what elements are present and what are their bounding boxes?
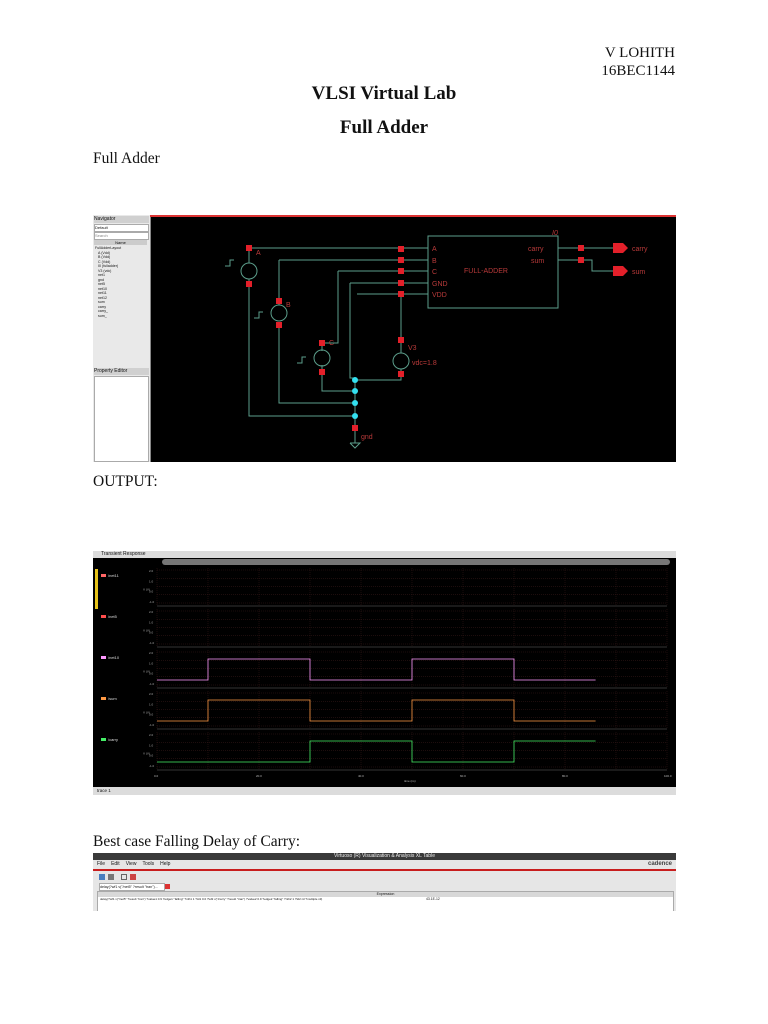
- canvas-top-border: [150, 215, 676, 217]
- y-tick-label: 1.0: [149, 702, 154, 707]
- navigator-item[interactable]: carry_: [98, 309, 108, 313]
- signal-color-swatch: [101, 697, 106, 700]
- signal-name: /sum: [108, 696, 117, 701]
- signal-name: /net10: [108, 655, 120, 660]
- property-editor-body: [94, 376, 149, 462]
- schematic-caption: Full Adder: [93, 150, 160, 167]
- output-label-sum: sum: [632, 269, 646, 276]
- schematic-screenshot: [93, 215, 676, 462]
- results-menu-bar: [97, 861, 597, 868]
- gnd-label: gnd: [361, 434, 373, 441]
- instance-label: I0: [552, 230, 558, 237]
- signal-row[interactable]: [101, 614, 117, 619]
- navigator-item[interactable]: carry: [98, 304, 106, 309]
- y-tick-label: 2.0: [149, 610, 154, 614]
- source-v3-symbol: [393, 353, 409, 369]
- waveform-screenshot: [93, 551, 676, 795]
- voltage-sources: [225, 260, 409, 448]
- y-tick-label: -1.0: [149, 600, 155, 604]
- menu-view[interactable]: View: [125, 861, 137, 867]
- signal-row[interactable]: [101, 696, 117, 701]
- x-tick-label: 40.0: [358, 774, 364, 778]
- menu-file[interactable]: File: [97, 861, 106, 867]
- y-tick-label: 0.0: [149, 753, 154, 758]
- schematic-canvas: [150, 215, 676, 462]
- schematic-labels: [256, 230, 648, 441]
- gnd-symbol: [350, 443, 360, 448]
- navigator-item[interactable]: B (Vdd): [98, 255, 111, 259]
- waveform-plot: [137, 565, 676, 787]
- pin-label-sum: sum: [531, 258, 545, 265]
- property-editor-title: Property Editor: [94, 368, 149, 375]
- selected-signal-marker: [95, 569, 98, 609]
- navigator-filter[interactable]: Default: [94, 224, 149, 232]
- results-column-header: Expression: [98, 892, 673, 897]
- navigator-item[interactable]: A (Vdd): [98, 250, 110, 255]
- source-label-a: A: [256, 250, 261, 257]
- signal-row[interactable]: [101, 655, 119, 660]
- menu-edit[interactable]: Edit: [111, 861, 120, 867]
- results-red-divider: [93, 869, 676, 871]
- source-c-symbol: [314, 350, 330, 366]
- table-icon[interactable]: [121, 874, 127, 880]
- roll-number: 16BEC1144: [601, 63, 675, 79]
- signal-name: /carry: [108, 737, 118, 742]
- y-tick-label: -1.0: [149, 682, 155, 686]
- signal-color-swatch: [101, 738, 106, 741]
- x-tick-label: 20.0: [256, 774, 262, 778]
- y-tick-label: -1.0: [149, 764, 155, 768]
- navigator-item[interactable]: net5: [98, 282, 105, 286]
- navigator-item[interactable]: C (Vdd): [98, 259, 111, 264]
- save-icon[interactable]: [99, 874, 105, 880]
- y-tick-label: 1.0: [149, 743, 154, 748]
- signal-row[interactable]: [101, 737, 118, 742]
- y-tick-label: 0.0: [149, 630, 154, 635]
- pulse-icon-b: [254, 312, 263, 318]
- block-name-label: FULL-ADDER: [464, 268, 508, 275]
- delay-value: 43.1E-12: [426, 897, 440, 901]
- navigator-item[interactable]: V3 (vdc): [98, 268, 112, 273]
- menu-tools[interactable]: Tools: [142, 861, 155, 867]
- x-tick-label: 80.0: [562, 774, 568, 778]
- y-tick-label: 2.0: [149, 692, 154, 696]
- y-tick-label: 1.0: [149, 579, 154, 584]
- navigator-item[interactable]: net12: [98, 295, 107, 300]
- cadence-logo: cadence: [647, 861, 672, 867]
- x-axis-label: time (ns): [404, 779, 416, 783]
- delay-expression: delay(?wf1 v("/net5" ?result "tran") ?value1 0.9 ?edge1 "falling" ?nth1 1 ?td1 0.0 ?wf2 v("/carry" ?result "tran") ?value2 0.9 ?edge2 "falling" ?nth2 1 ?td2 nil ?multiple nil): [100, 897, 323, 901]
- navigator-item[interactable]: I0 (fulladder): [98, 264, 119, 268]
- pulse-icon-a: [225, 260, 234, 266]
- y-tick-label: 1.0: [149, 661, 154, 666]
- pin-label-b: B: [432, 258, 437, 265]
- pin-label-c: C: [432, 269, 438, 276]
- y-tick-label: 2.0: [149, 733, 154, 737]
- results-window-title: Virtuoso (R) Visualization & Analysis XL Table: [93, 853, 676, 860]
- y-tick-label: -1.0: [149, 723, 155, 727]
- waveform-title: Transient Response: [93, 551, 676, 558]
- results-table: [97, 891, 674, 911]
- navigator-title: Navigator: [94, 216, 149, 223]
- y-tick-label: 2.0: [149, 651, 154, 655]
- y-axis-label: V (V): [143, 669, 150, 674]
- signal-color-swatch: [101, 615, 106, 618]
- y-tick-label: 0.0: [149, 712, 154, 717]
- navigator-item[interactable]: net11: [98, 291, 107, 295]
- y-axis-label: V (V): [143, 587, 150, 592]
- source-a-symbol: [241, 263, 257, 279]
- signal-color-swatch: [101, 574, 106, 577]
- pin-label-gnd: GND: [432, 281, 448, 288]
- signal-list: [93, 565, 137, 787]
- source-label-v3: V3: [408, 345, 417, 352]
- y-axis-label: V (V): [143, 628, 150, 633]
- x-tick-label: 100.0: [664, 774, 672, 778]
- y-tick-label: 0.0: [149, 589, 154, 594]
- y-tick-label: 2.0: [149, 569, 154, 573]
- x-tick-label: 60.0: [460, 774, 466, 778]
- output-label-carry: carry: [632, 246, 648, 253]
- signal-color-swatch: [101, 656, 106, 659]
- signal-name: /net5: [108, 614, 117, 619]
- source-b-symbol: [271, 305, 287, 321]
- navigator-item[interactable]: gnd: [98, 277, 104, 282]
- results-tab[interactable]: delay(?wf1 v("/net5" ?result "tran")...: [99, 883, 165, 891]
- navigator-panel: [93, 215, 151, 462]
- x-tick-label: 0.0: [154, 774, 159, 778]
- signal-row[interactable]: [101, 573, 119, 578]
- schematic-wires: [249, 236, 616, 443]
- y-axis-label: V (V): [143, 751, 150, 756]
- source-label-b: B: [286, 302, 291, 309]
- y-tick-label: 0.0: [149, 671, 154, 676]
- results-window: [93, 853, 676, 911]
- signal-name: /net11: [108, 573, 119, 578]
- navigator-item[interactable]: net10: [98, 286, 107, 291]
- close-tab-icon[interactable]: [165, 884, 170, 889]
- delete-icon[interactable]: [130, 874, 136, 880]
- print-icon[interactable]: [108, 874, 114, 880]
- navigator-item[interactable]: sum: [98, 300, 105, 304]
- navigator-item[interactable]: FullAdderLayout: [95, 246, 122, 250]
- output-caption: OUTPUT:: [93, 473, 158, 490]
- results-toolbar: [99, 873, 145, 881]
- page-subtitle: Full Adder: [339, 117, 429, 138]
- navigator-search[interactable]: Search: [94, 232, 149, 240]
- navigator-list: [95, 246, 147, 318]
- pin-label-vdd: VDD: [432, 292, 447, 299]
- pulse-icon-c: [297, 357, 306, 363]
- author-name: V LOHITH: [604, 45, 675, 61]
- navigator-item[interactable]: sum_: [98, 313, 107, 318]
- pin-label-a: A: [432, 246, 437, 253]
- source-label-c: C: [329, 340, 335, 347]
- waveform-status-bar: trace 1: [93, 787, 676, 795]
- navigator-item[interactable]: net1: [98, 273, 105, 277]
- pin-label-carry: carry: [528, 246, 544, 253]
- delay-caption: Best case Falling Delay of Carry:: [93, 833, 301, 850]
- y-axis-label: V (V): [143, 710, 150, 715]
- page-title: VLSI Virtual Lab: [311, 83, 457, 104]
- vdc-label: vdc=1.8: [412, 360, 437, 367]
- y-tick-label: 1.0: [149, 620, 154, 625]
- navigator-column-header: Name: [94, 240, 147, 245]
- y-tick-label: -1.0: [149, 641, 155, 645]
- menu-help[interactable]: Help: [160, 861, 171, 867]
